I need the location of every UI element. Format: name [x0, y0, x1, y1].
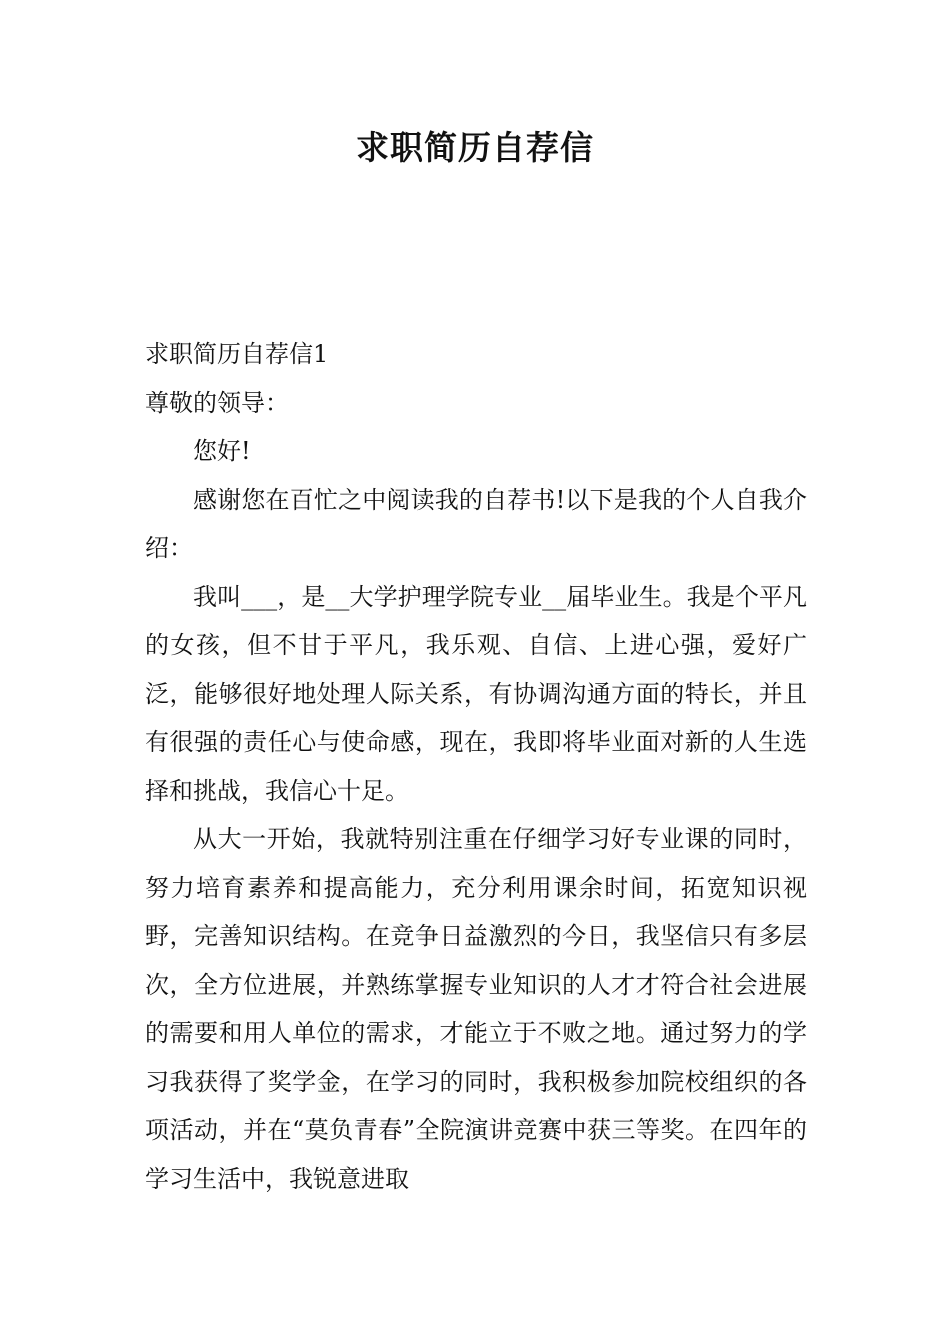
document-body: [145, 330, 807, 1203]
salutation: 尊敬的领导：: [145, 388, 289, 417]
paragraph-intro: 感谢您在百忙之中阅读我的自荐书!以下是我的个人自我介绍：: [145, 485, 807, 562]
paragraph-self-description: 我叫___，是__大学护理学院专业__届毕业生。我是个平凡的女孩，但不甘于平凡，我乐观、自信、上进心强，爱好广泛，能够很好地处理人际关系，有协调沟通方面的特长，并且有很强的责任心与使命感，现在，我即将毕业面对新的人生选择和挑战，我信心十足。: [145, 582, 807, 805]
section-heading: 求职简历自荐信1: [145, 340, 329, 368]
paragraph-study-experience: 从大一开始，我就特别注重在仔细学习好专业课的同时，努力培育素养和提高能力，充分利用课余时间，拓宽知识视野，完善知识结构。在竞争日益激烈的今日，我坚信只有多层次，全方位进展，并熟练掌握专业知识的人才才符合社会进展的需要和用人单位的需求，才能立于不败之地。通过努力的学习我获得了奖学金，在学习的同时，我积极参加院校组织的各项活动，并在“莫负青春”全院演讲竞赛中获三等奖。在四年的学习生活中，我锐意进取: [145, 825, 807, 1193]
greeting: 您好!: [193, 437, 251, 465]
document-title: 求职简历自荐信: [356, 128, 594, 167]
